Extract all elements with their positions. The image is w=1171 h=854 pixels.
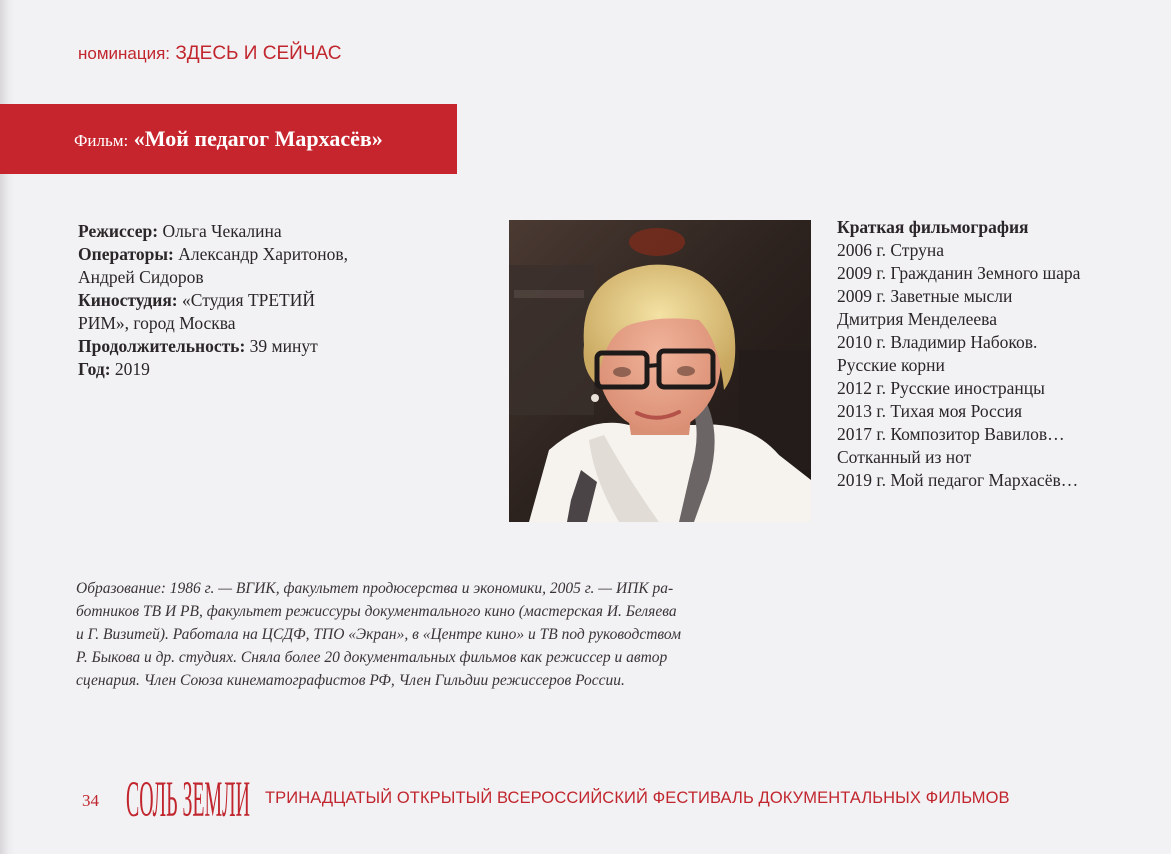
operators-value: Александр Харитонов, [178, 244, 349, 264]
operators-row [78, 243, 408, 266]
filmography-line: Русские корни [837, 355, 945, 375]
filmography-line: Дмитрия Менделеева [837, 309, 997, 329]
nomination-label: номинация: [78, 44, 171, 63]
year-label: Год: [78, 359, 111, 379]
education-line: и Г. Визитей). Работала на ЦСДФ, ТПО «Экран», в «Центре кино» и ТВ под руководством [76, 626, 681, 643]
education-line: Образование: 1986 г. — ВГИК, факультет продюсерства и экономики, 2005 г. — ИПК ра- [76, 580, 674, 597]
director-row [78, 220, 408, 243]
festival-logo [123, 770, 253, 830]
festival-name: ТРИНАДЦАТЫЙ ОТКРЫТЫЙ ВСЕРОССИЙСКИЙ ФЕСТИВАЛЬ ДОКУМЕНТАЛЬНЫХ ФИЛЬМОВ [265, 789, 1010, 807]
education-line: Р. Быкова и др. студиях. Сняла более 20 документальных фильмов как режиссер и автор [76, 649, 668, 666]
film-label: Фильм: [74, 131, 129, 150]
film-title-banner [0, 104, 457, 174]
studio-row-continued: РИМ», город Москва [78, 313, 236, 333]
studio-value: «Студия ТРЕТИЙ [182, 290, 316, 310]
filmography-line: 2009 г. Заветные мысли [837, 286, 1013, 306]
filmography-line: 2017 г. Композитор Вавилов… [837, 424, 1065, 444]
year-row [78, 358, 408, 381]
education-line: сценария. Член Союза кинематографистов РФ, Член Гильдии режиссеров России. [76, 672, 625, 689]
nomination-header [78, 43, 341, 65]
filmography-line: 2006 г. Струна [837, 240, 945, 260]
filmography-line: 2010 г. Владимир Набоков. [837, 332, 1038, 352]
filmography-line: 2019 г. Мой педагог Мархасёв… [837, 470, 1079, 490]
studio-row [78, 289, 408, 312]
duration-row [78, 335, 408, 358]
director-label: Режиссер: [78, 221, 159, 241]
studio-label: Киностудия: [78, 290, 178, 310]
director-portrait [509, 220, 811, 522]
filmography-line: 2013 г. Тихая моя Россия [837, 401, 1023, 421]
filmography-line: Сотканный из нот [837, 447, 972, 467]
operators-label: Операторы: [78, 244, 174, 264]
logo-wordmark [123, 770, 253, 830]
filmography-line: 2012 г. Русские иностранцы [837, 378, 1045, 398]
page-footer [78, 770, 1158, 832]
filmography-line: 2009 г. Гражданин Земного шара [837, 263, 1081, 283]
duration-value: 39 минут [249, 336, 318, 356]
year-value: 2019 [114, 359, 150, 379]
operators-row-continued: Андрей Сидоров [78, 267, 204, 287]
logo-text: СОЛЬ ЗЕМЛИ [125, 770, 250, 828]
education-line: ботников ТВ И РВ, факультет режиссуры документального кино (мастерская И. Беляева [76, 603, 677, 620]
education-paragraph [76, 577, 816, 692]
director-value: Ольга Чекалина [162, 221, 282, 241]
nomination-value: ЗДЕСЬ И СЕЙЧАС [175, 43, 342, 64]
film-credits [78, 220, 408, 381]
duration-label: Продолжительность: [78, 336, 246, 356]
filmography [837, 216, 1157, 492]
film-title: «Мой педагог Мархасёв» [133, 126, 383, 151]
page-number: 34 [82, 791, 99, 810]
filmography-heading: Краткая фильмография [837, 217, 1029, 237]
portrait-illustration [509, 220, 811, 522]
